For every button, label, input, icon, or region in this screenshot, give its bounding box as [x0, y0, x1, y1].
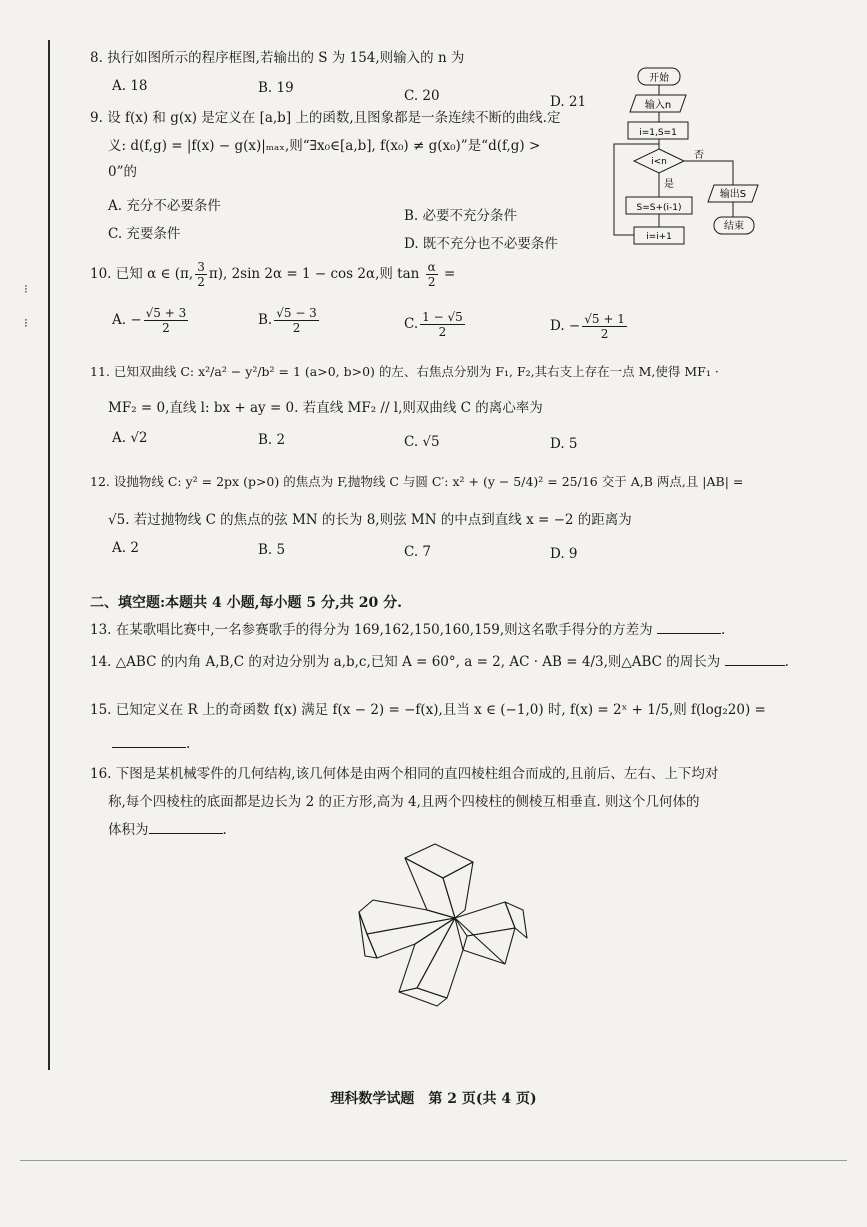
flowchart-update-s-label: S=S+(i-1) [636, 203, 682, 213]
flowchart-init-label: i=1,S=1 [639, 128, 677, 138]
question-9-line-2: 义: d(f,g) = |f(x) − g(x)|ₘₐₓ,则“∃x₀∈[a,b], f(x₀) ≠ g(x₀)”是“d(f,g) > [108, 138, 541, 154]
question-text: 设 f(x) 和 g(x) 是定义在 [a,b] 上的函数,且图象都是一条连续不断的曲线.定 [107, 110, 561, 126]
question-text: 下图是某机械零件的几何结构,该几何体是由两个相同的直四棱柱组合而成的,且前后、左右、上下均对 [115, 766, 719, 782]
answer-blank[interactable] [725, 665, 785, 666]
q8-option-b: B. 19 [258, 80, 294, 96]
question-number: 15. [90, 702, 112, 718]
question-16-line-3: 体积为 . [108, 822, 227, 838]
q11-option-a: A. √2 [112, 430, 148, 446]
program-flowchart [606, 62, 776, 262]
question-text: 设抛物线 C: y² = 2px (p>0) 的焦点为 F,抛物线 C 与圆 C′: x² + (y − 5/4)² = 25/16 交于 A,B 两点,且 |AB| = [113, 474, 744, 489]
question-number: 13. [90, 622, 112, 638]
q8-option-c: C. 20 [404, 88, 440, 104]
q9-option-a: A. 充分不必要条件 [108, 198, 221, 214]
bottom-rule [20, 1160, 847, 1161]
question-text: △ABC 的内角 A,B,C 的对边分别为 a,b,c,已知 A = 60°, a = 2, AC · AB = 4/3,则△ABC 的周长为 [115, 654, 721, 670]
fraction: $\frac{3}{2}$ [197, 260, 205, 289]
q10-option-c: C. $\frac{1 - √5}{2}$ [404, 310, 463, 339]
flowchart-condition-label: i<n [651, 157, 667, 167]
question-10 [90, 260, 455, 289]
q8-option-a: A. 18 [112, 78, 148, 94]
q12-option-b: B. 5 [258, 542, 286, 558]
question-text-mid: π), 2sin 2α = 1 − cos 2α,则 tan [208, 266, 420, 282]
question-number: 9. [90, 110, 103, 126]
question-9-line-3: 0”的 [108, 164, 137, 180]
binding-mark: ⁝ [24, 282, 28, 296]
question-number: 12. [90, 474, 110, 489]
question-11-line-2: MF₂ = 0,直线 l: bx + ay = 0. 若直线 MF₂ // l,则双曲线 C 的离心率为 [108, 400, 543, 416]
geometry-solid-figure [355, 840, 530, 1010]
question-12-line-2: √5. 若过抛物线 C 的焦点的弦 MN 的长为 8,则弦 MN 的中点到直线 x = −2 的距离为 [108, 512, 632, 528]
answer-blank[interactable] [149, 833, 223, 834]
question-12 [90, 472, 743, 492]
q9-option-d: D. 既不充分也不必要条件 [404, 236, 558, 252]
flowchart-yes-label: 是 [664, 179, 674, 190]
q10-option-b: B. $\frac{√5 - 3}{2}$ [258, 306, 317, 335]
question-9 [90, 108, 560, 128]
binding-mark: ⁝ [24, 316, 28, 330]
answer-blank[interactable] [112, 747, 186, 748]
question-number: 11. [90, 364, 110, 379]
question-8 [90, 48, 464, 68]
question-text: 已知双曲线 C: x²/a² − y²/b² = 1 (a>0, b>0) 的左、右焦点分别为 F₁, F₂,其右支上存在一点 M,使得 MF₁ · [113, 364, 719, 379]
q10-option-d: D. − $\frac{√5 + 1}{2}$ [550, 312, 625, 341]
q8-option-d: D. 21 [550, 94, 587, 110]
section-heading-fill-in: 二、填空题:本题共 4 小题,每小题 5 分,共 20 分. [90, 595, 402, 611]
q12-option-d: D. 9 [550, 546, 578, 562]
page-footer: 理科数学试题 第 2 页(共 4 页) [330, 1091, 537, 1107]
question-15-answer-line: . [112, 734, 190, 754]
q9-option-b: B. 必要不充分条件 [404, 208, 518, 224]
flowchart-start-label: 开始 [649, 73, 669, 84]
question-text: 在某歌唱比赛中,一名参赛歌手的得分为 169,162,150,160,159,则这名歌手得分的方差为 [115, 622, 653, 638]
flowchart-no-label: 否 [694, 150, 704, 161]
q9-option-c: C. 充要条件 [108, 226, 181, 242]
fraction: $\frac{\alpha}{2}$ [427, 260, 436, 289]
q11-option-d: D. 5 [550, 436, 578, 452]
question-14: 14. △ABC 的内角 A,B,C 的对边分别为 a,b,c,已知 A = 60°, a = 2, AC · AB = 4/3,则△ABC 的周长为 . [90, 654, 789, 670]
flowchart-input-label: 输入n [644, 100, 672, 111]
question-13: 13. 在某歌唱比赛中,一名参赛歌手的得分为 169,162,150,160,159,则这名歌手得分的方差为 . [90, 622, 726, 638]
flowchart-output-label: 输出S [719, 189, 747, 200]
question-number: 16. [90, 766, 112, 782]
binding-margin-line [48, 40, 50, 1070]
question-number: 10. [90, 266, 112, 282]
question-number: 14. [90, 654, 112, 670]
question-11 [90, 362, 719, 382]
question-text-pre: 已知 α ∈ (π, [115, 266, 194, 282]
q11-option-c: C. √5 [404, 434, 440, 450]
q12-option-a: A. 2 [112, 540, 139, 556]
q10-option-a: A. − $\frac{√5 + 3}{2}$ [112, 306, 187, 335]
question-number: 8. [90, 50, 103, 66]
question-text: 执行如图所示的程序框图,若输出的 S 为 154,则输入的 n 为 [107, 50, 465, 66]
flowchart-end-label: 结束 [724, 221, 744, 232]
flowchart-update-i-label: i=i+1 [646, 232, 672, 242]
question-15 [90, 700, 766, 720]
q12-option-c: C. 7 [404, 544, 432, 560]
question-text-post: = [444, 266, 456, 282]
question-16-line-2: 称,每个四棱柱的底面都是边长为 2 的正方形,高为 4,且两个四棱柱的侧棱互相垂直. 则这个几何体的 [108, 794, 700, 810]
question-16 [90, 764, 718, 784]
question-text: 已知定义在 R 上的奇函数 f(x) 满足 f(x − 2) = −f(x),且当 x ∈ (−1,0) 时, f(x) = 2ˣ + 1/5,则 f(log₂20) = [115, 702, 766, 718]
answer-blank[interactable] [657, 633, 721, 634]
q11-option-b: B. 2 [258, 432, 286, 448]
